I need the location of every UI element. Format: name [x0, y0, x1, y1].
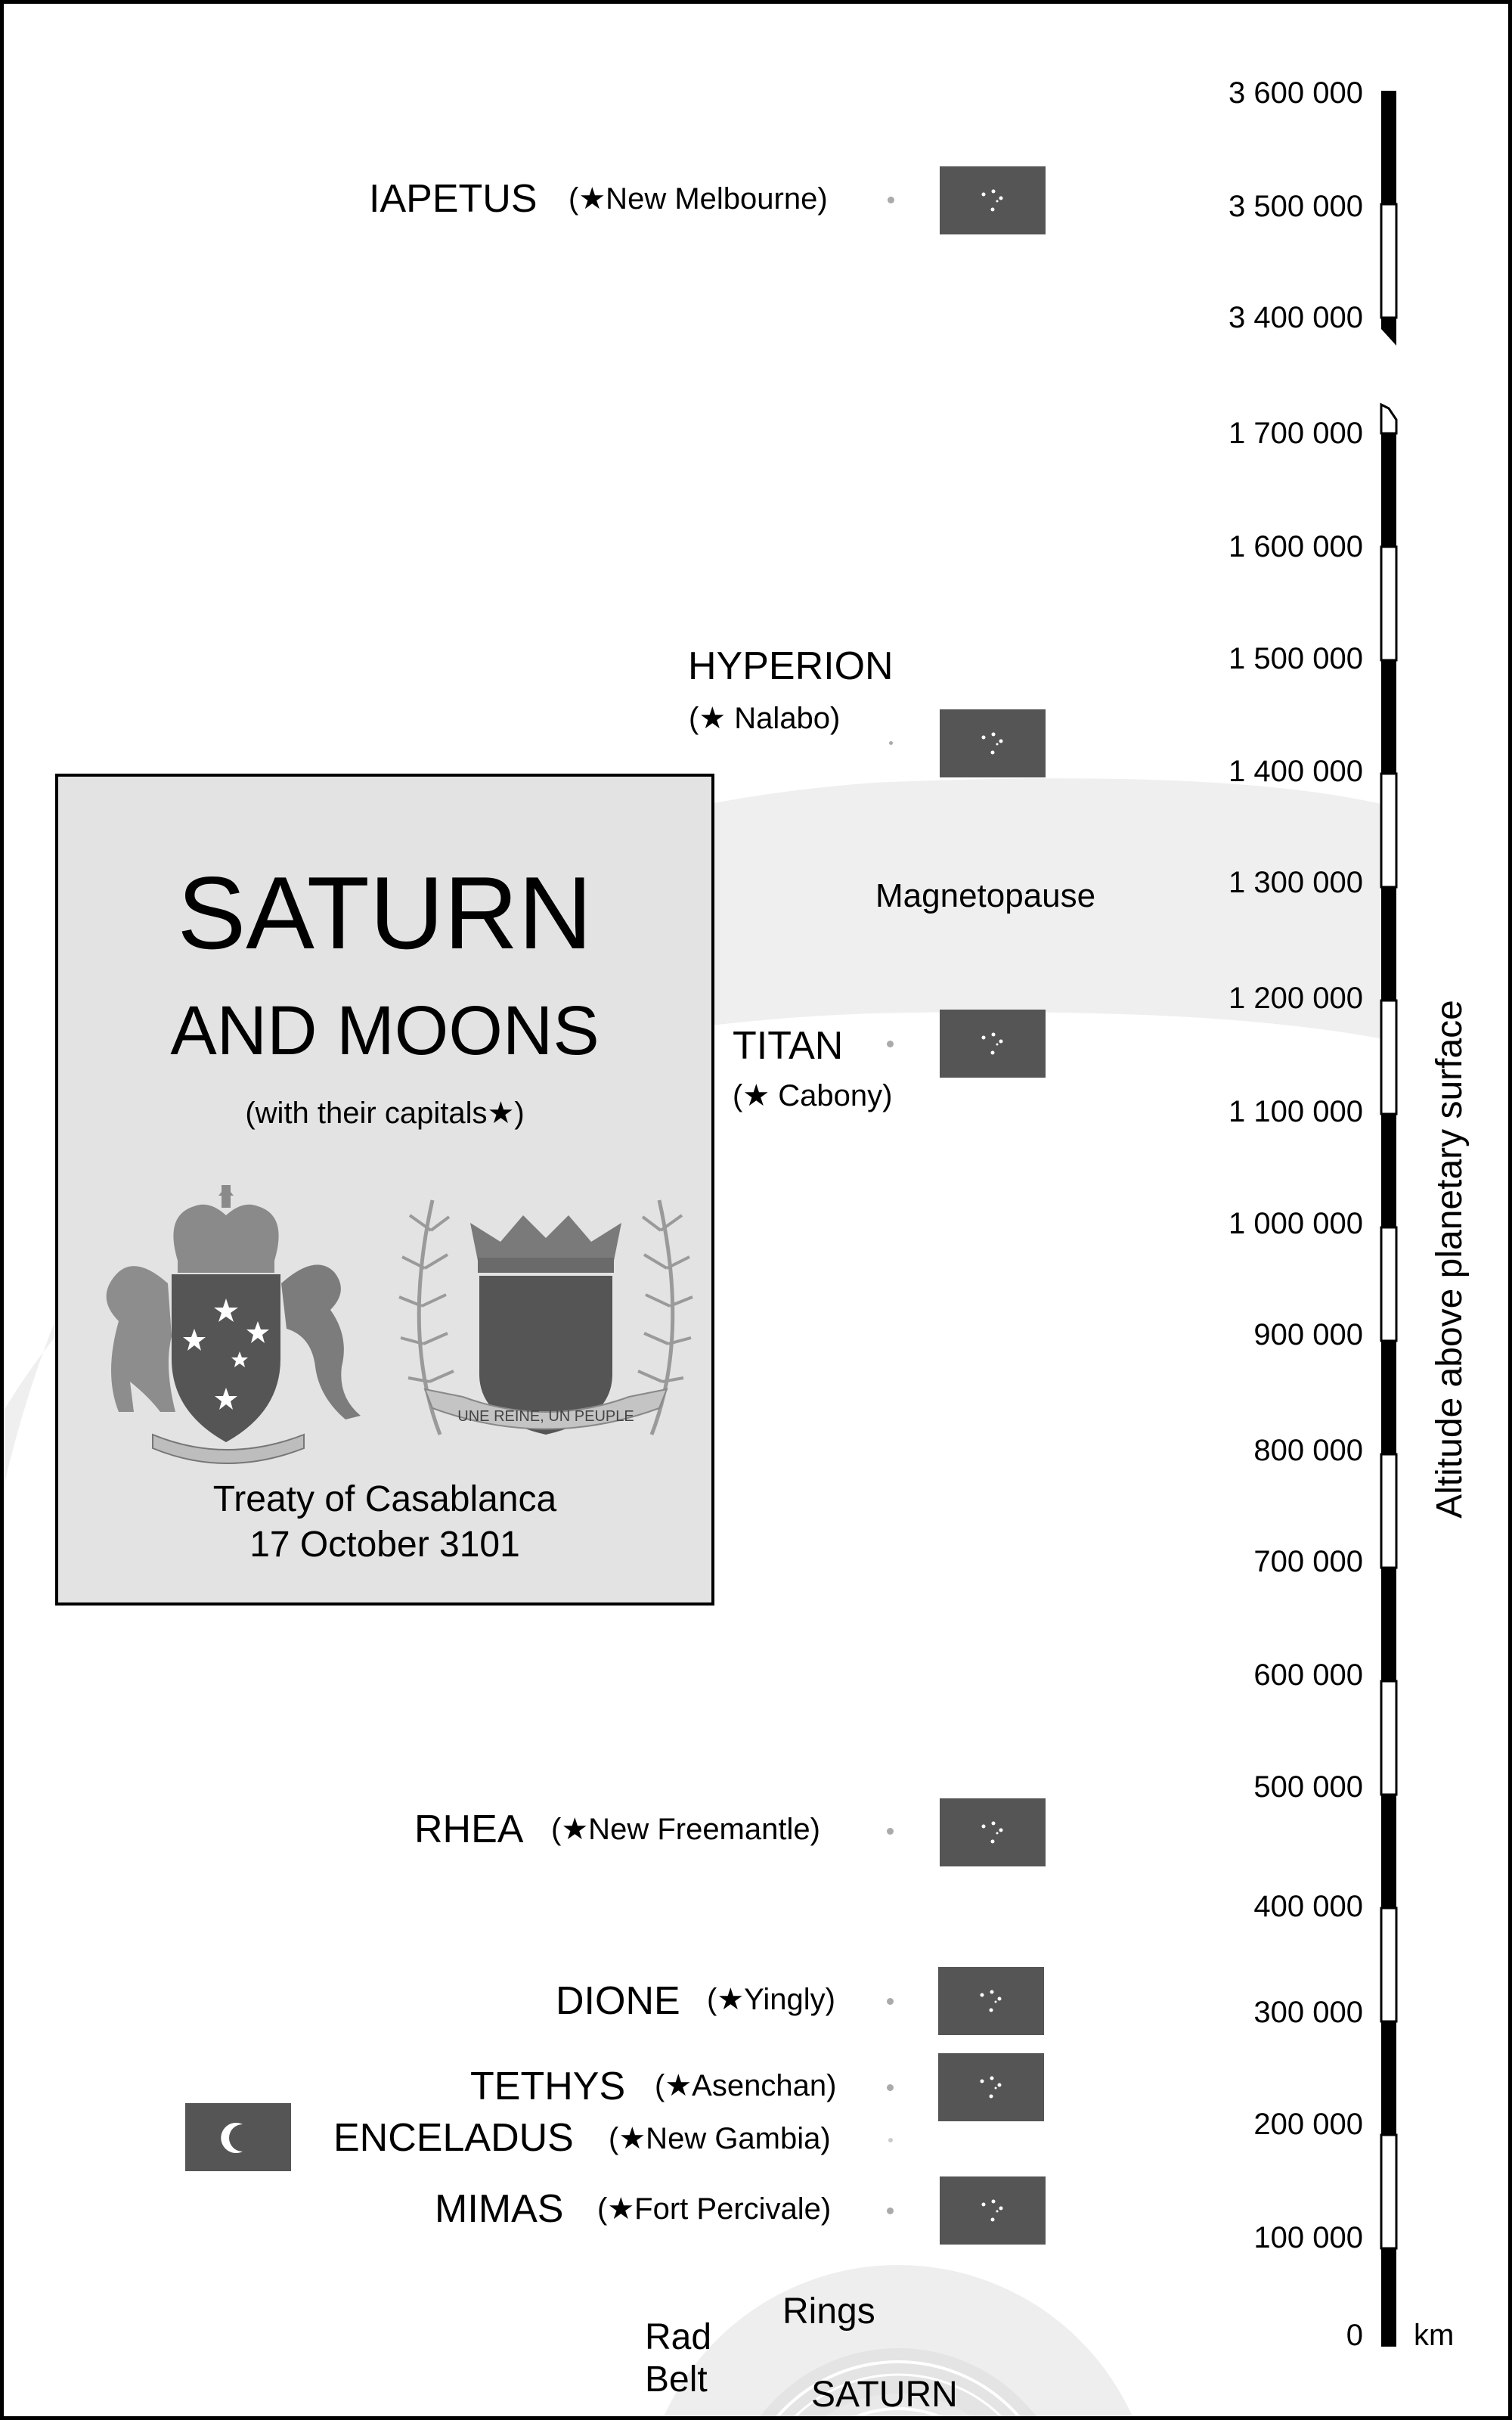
- flag-stars: [940, 2176, 1046, 2245]
- tick-label: 900 000: [1253, 1318, 1363, 1351]
- flag-stars: [940, 1798, 1046, 1866]
- moon-dot: [887, 2084, 894, 2091]
- moon-capital-titan: (★ Cabony): [733, 1079, 893, 1112]
- panel-subtitle: AND MOONS: [170, 992, 600, 1069]
- moon-dot: [888, 197, 894, 203]
- moon-dot: [887, 1041, 894, 1047]
- stars-icon: [940, 166, 1046, 234]
- rad-belt-label: Rad: [645, 2317, 712, 2357]
- stars-icon: [940, 1010, 1046, 1078]
- tick-label: 100 000: [1253, 2221, 1363, 2254]
- moon-dot: [889, 741, 893, 745]
- motto-text: UNE REINE, UN PEUPLE: [457, 1408, 634, 1425]
- tick-label: 600 000: [1253, 1658, 1363, 1692]
- treaty-date: 17 October 3101: [249, 1525, 520, 1565]
- moon-capital-hyperion: (★ Nalabo): [689, 702, 841, 735]
- magnetopause-label: Magnetopause: [875, 877, 1096, 914]
- moon-name-dione: DIONE: [556, 1979, 680, 2023]
- tick-label: 500 000: [1253, 1770, 1363, 1804]
- panel-title: SATURN: [177, 855, 593, 970]
- stars-icon: [940, 2176, 1046, 2245]
- flag-stars: [940, 709, 1046, 777]
- flag-crescent: [185, 2103, 291, 2171]
- tick-label: 1 000 000: [1228, 1207, 1363, 1240]
- stars-icon: [940, 709, 1046, 777]
- tick-label: 700 000: [1253, 1545, 1363, 1578]
- stars-icon: [940, 1798, 1046, 1866]
- moon-capital-mimas: (★Fort Percivale): [597, 2192, 832, 2226]
- tick-label: 1 100 000: [1228, 1095, 1363, 1128]
- tick-label: 3 500 000: [1228, 190, 1363, 223]
- rings-label: Rings: [782, 2291, 875, 2332]
- stars-icon: [938, 2053, 1044, 2121]
- tick-label: 0: [1346, 2319, 1363, 2352]
- coat-of-arms-left-icon: [88, 1185, 383, 1472]
- scale-bar-upper: [1381, 91, 1396, 346]
- title-panel: [55, 774, 714, 1606]
- tick-label: 1 500 000: [1228, 642, 1363, 675]
- tick-label: 3 600 000: [1228, 76, 1363, 110]
- moon-name-iapetus: IAPETUS: [369, 177, 538, 221]
- moon-name-hyperion: HYPERION: [688, 644, 894, 688]
- flag-stars: [938, 2053, 1044, 2121]
- tick-label: 400 000: [1253, 1890, 1363, 1923]
- flag-stars: [938, 1967, 1044, 2035]
- axis-title: Altitude above planetary surface: [1430, 1000, 1470, 1519]
- moon-dot: [887, 1828, 894, 1835]
- moon-capital-tethys: (★Asenchan): [655, 2069, 837, 2102]
- crescent-icon: [185, 2103, 291, 2171]
- flag-stars: [940, 166, 1046, 234]
- moon-dot: [888, 2138, 893, 2142]
- flag-stars: [940, 1010, 1046, 1078]
- tick-label: 1 400 000: [1228, 755, 1363, 788]
- moon-capital-iapetus: (★New Melbourne): [569, 182, 828, 216]
- treaty-name: Treaty of Casablanca: [212, 1479, 557, 1519]
- scale-bar-lower: [1381, 405, 1396, 2347]
- scale-unit: km: [1414, 2319, 1455, 2352]
- tick-label: 800 000: [1253, 1434, 1363, 1467]
- tick-label: 1 600 000: [1228, 530, 1363, 563]
- tick-label: 1 300 000: [1228, 866, 1363, 899]
- stars-icon: [938, 1967, 1044, 2035]
- moon-capital-dione: (★Yingly): [707, 1983, 835, 2016]
- tick-label: 1 700 000: [1228, 417, 1363, 450]
- tick-label: 3 400 000: [1228, 301, 1363, 334]
- moon-capital-rhea: (★New Freemantle): [551, 1813, 820, 1846]
- moon-name-tethys: TETHYS: [470, 2065, 626, 2108]
- moon-name-enceladus: ENCELADUS: [333, 2116, 574, 2160]
- moon-dot: [887, 2207, 894, 2214]
- moon-name-rhea: RHEA: [414, 1807, 524, 1851]
- tick-label: 200 000: [1253, 2108, 1363, 2141]
- panel-note: (with their capitals★): [245, 1097, 525, 1130]
- moon-name-mimas: MIMAS: [435, 2187, 564, 2231]
- moon-dot: [887, 1998, 894, 2005]
- rad-belt-label: Belt: [645, 2360, 708, 2400]
- moon-name-titan: TITAN: [733, 1024, 844, 1068]
- tick-label: 1 200 000: [1228, 982, 1363, 1015]
- coat-of-arms-right-icon: [395, 1185, 697, 1472]
- saturn-label: SATURN: [811, 2375, 958, 2415]
- tick-label: 300 000: [1253, 1996, 1363, 2029]
- moon-capital-enceladus: (★New Gambia): [609, 2122, 831, 2155]
